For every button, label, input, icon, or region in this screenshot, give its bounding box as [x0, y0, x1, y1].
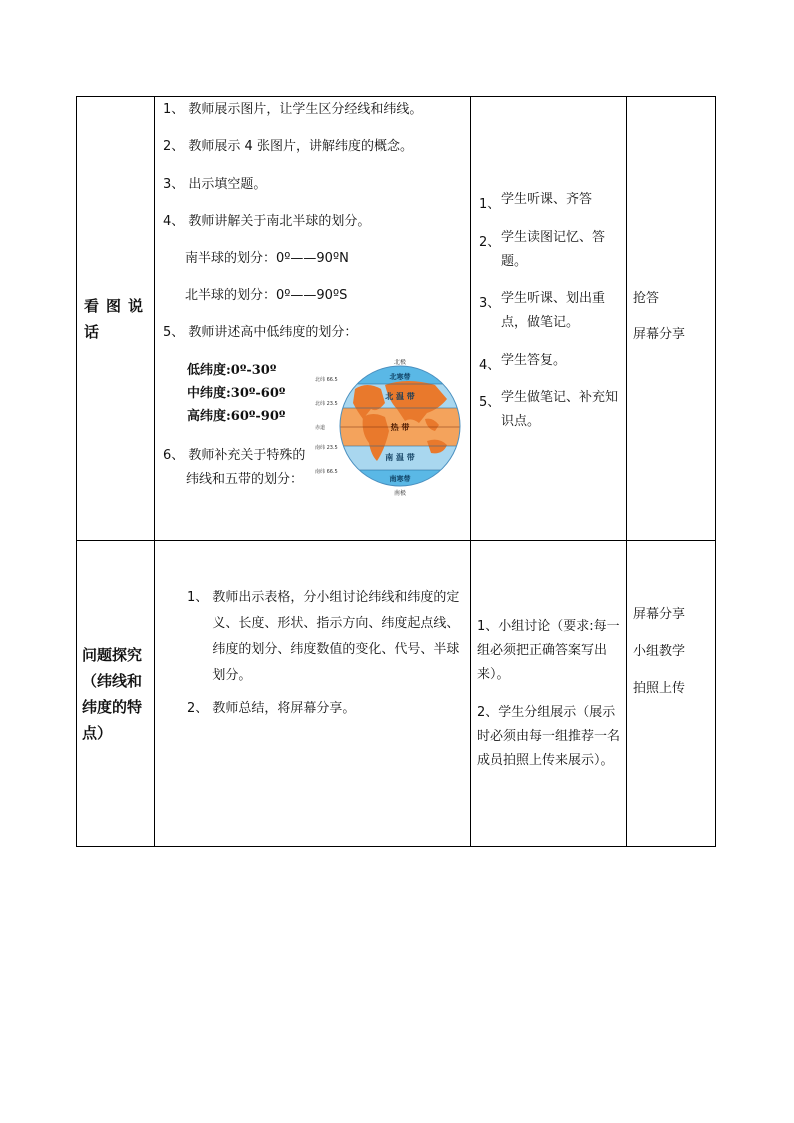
- step-text: [187, 585, 471, 689]
- list-item: 3、学生听课、划出重点，做笔记。: [479, 291, 606, 330]
- list-item: 5、学生做笔记、补充知识点。: [479, 390, 619, 429]
- tool-item: 屏幕分享: [633, 327, 686, 342]
- lesson-plan-table: [76, 96, 716, 847]
- teacher-steps-cell: [155, 541, 471, 847]
- label-south-temperate: 南 温 带: [385, 453, 415, 462]
- label-equator: 赤道: [315, 425, 326, 431]
- teacher-steps-cell: [155, 97, 471, 541]
- step-text: 3、 出示填空题。: [163, 177, 267, 192]
- globe-zones-image: [315, 359, 465, 497]
- step-text: 南半球的划分：0º——90ºN: [185, 251, 349, 266]
- tool-item: 小组教学: [633, 644, 686, 659]
- list-item: 1、学生听课、齐答: [479, 192, 593, 212]
- label-north-temperate: 北 温 带: [385, 392, 415, 401]
- tools-cell: [627, 97, 716, 541]
- table-row: [77, 97, 716, 541]
- list-item: 1、小组讨论（要求:每一组必须把正确答案写出来）。: [477, 619, 620, 682]
- latitude-low: 低纬度:0º-30º: [187, 363, 277, 378]
- label-south-pole: 南极: [393, 490, 407, 497]
- label-lat-north-66: 北纬 66.5: [315, 377, 338, 383]
- label-north-pole: 北极: [393, 359, 407, 366]
- step-text: 1、 教师展示图片，让学生区分经线和纬线。: [163, 102, 423, 117]
- latitude-mid: 中纬度:30º-60º: [187, 386, 286, 401]
- label-lat-south-23: 南纬 23.5: [315, 445, 338, 451]
- step-text: 北半球的划分：0º——90ºS: [185, 288, 348, 303]
- list-item: 4、学生答复。: [479, 353, 567, 373]
- row-label: 看图说话: [77, 97, 155, 541]
- student-activities-cell: [471, 97, 627, 541]
- step-text: 6、 教师补充关于特殊的: [163, 448, 306, 463]
- label-tropic: 热 带: [390, 423, 410, 432]
- step-body: 教师出示表格，分小组讨论纬线和纬度的定义、长度、形状、指示方向、纬度起点线、纬度的划分、纬度数值的变化、代号、半球划分。: [212, 590, 460, 683]
- tool-item: 拍照上传: [633, 681, 686, 696]
- label-lat-south-66: 南纬 66.5: [315, 469, 338, 475]
- table-row: [77, 541, 716, 847]
- student-activities-cell: [471, 541, 627, 847]
- latitude-high: 高纬度:60º-90º: [187, 409, 286, 424]
- tools-cell: [627, 541, 716, 847]
- step-text: 2、 教师总结，将屏幕分享。: [187, 701, 356, 716]
- step-text: 2、 教师展示 4 张图片，讲解纬度的概念。: [163, 139, 413, 154]
- tool-item: 屏幕分享: [633, 607, 686, 622]
- label-lat-north-23: 北纬 23.5: [315, 401, 338, 407]
- row-label: 问题探究（纬线和纬度的特点）: [77, 541, 155, 847]
- tool-item: 抢答: [633, 291, 660, 306]
- step-text: 5、 教师讲述高中低纬度的划分：: [163, 325, 358, 340]
- label-north-frigid: 北寒带: [389, 373, 411, 381]
- list-item: 2、学生分组展示（展示时必须由每一组推荐一名成员拍照上传来展示）。: [477, 705, 621, 768]
- step-text: 纬线和五带的划分：: [186, 472, 304, 487]
- step-text: 4、 教师讲解关于南北半球的划分。: [163, 214, 371, 229]
- step-number: 1、: [187, 590, 213, 605]
- list-item: 2、学生读图记忆、答题。: [479, 230, 606, 269]
- label-south-frigid: 南寒带: [389, 475, 411, 483]
